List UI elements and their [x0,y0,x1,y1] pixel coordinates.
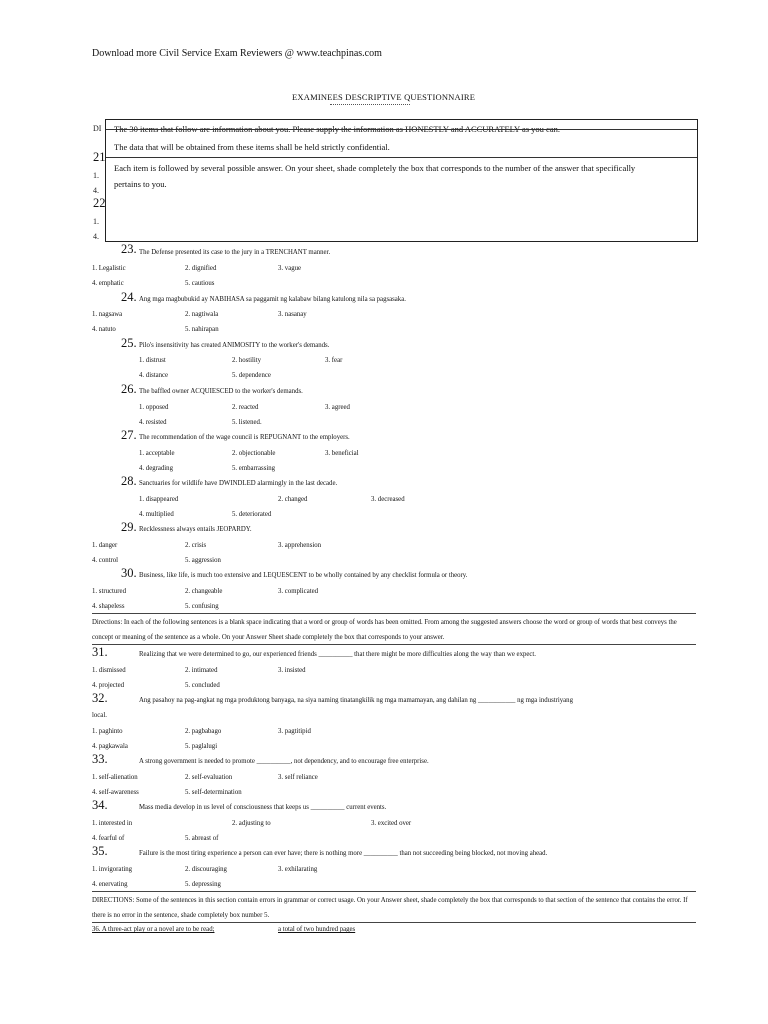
option: 1. structured [92,588,126,595]
option: 4. pagkawala [92,743,128,750]
option: 5. embarrassing [232,465,276,472]
question-text: Business, like life, is much too extensive and LEQUESCENT to be wholly contained by any checklist formula or theory. [139,572,468,579]
option: 2. reacted [232,404,259,411]
ghost-text: 1. [93,217,99,226]
option: 2. adjusting to [232,820,271,827]
question-text: The baffled owner ACQUIESCED to the worker's demands. [139,388,303,395]
strike-line [106,157,697,158]
question-number: 24. [121,290,137,304]
directions-text: DIRECTIONS: Some of the sentences in this section contain errors in grammar or correct usage. On your Answer sheet, shade completely the box that corresponds to that section of the sentence that contains the error. If there is no error in the sentence, shade completely box number 5. [92,897,688,919]
question-text: Realizing that we were determined to go, our experienced friends __________ that there might be more difficulties along the way than we expect. [139,651,536,658]
option: 5. nahirapan [185,326,219,333]
box-line-2: The data that will be obtained from these items shall be held strictly confidential. [114,142,390,152]
option: 4. degrading [139,465,173,472]
ghost-text: 4. [93,186,99,195]
option: 3. self reliance [278,774,318,781]
option: 5. concluded [185,682,220,689]
question-text: Ang pasahoy na pag-angkat ng mga produktong banyaga, na siya naming tinatangkilik ng mga mamamayan, ang dahilan ng ___________ ng mga industriyang [139,697,573,704]
option: 4. fearful of [92,835,125,842]
option: 1. self-alienation [92,774,138,781]
question-number: 33. [92,752,108,766]
option: 5. deteriorated [232,511,272,518]
option: 5. abreast of [185,835,219,842]
question-text: Sanctuaries for wildlife have DWINDLED alarmingly in the last decade. [139,480,338,487]
option: 3. beneficial [325,450,359,457]
option: 1. disappeared [139,496,179,503]
question-text: 36. A three-act play or a novel are to be read; [92,926,215,933]
page-header: Download more Civil Service Exam Reviewers @ www.teachpinas.com [92,48,382,59]
question-text: a total of two hundred pages [278,926,356,933]
section-rule [92,922,696,923]
option: 2. discouraging [185,866,227,873]
option: 5. confusing [185,603,219,610]
question-text: The recommendation of the wage council is REPUGNANT to the employers. [139,434,350,441]
option: 1. dismissed [92,667,126,674]
option: 3. nasanay [278,311,307,318]
option: 1. interested in [92,820,133,827]
option: 3. fear [325,357,343,364]
option: 5. aggression [185,557,221,564]
question-number: 23. [121,242,137,256]
question-text: The Defense presented its case to the jury in a TRENCHANT manner. [139,249,331,256]
option: 1. opposed [139,404,169,411]
directions-text: Directions: In each of the following sentences is a blank space indicating that a word or group of words has been omitted. From among the suggested answers choose the word or group of words that best conveys the concept or meaning of the sentence as a whole. On your Answer Sheet shade completely the box that corresponds to your answer. [92,619,677,641]
option: 5. depressing [185,881,221,888]
option: 3. apprehension [278,542,322,549]
box-line-3: Each item is followed by several possible answer. On your sheet, shade completely the box that corresponds to the number of the answer that specifically [114,163,636,173]
option: 5. listened. [232,419,262,426]
question-number: 34. [92,798,108,812]
option: 5. dependence [232,372,271,379]
question-text: Ang mga magbubukid ay NABIHASA sa paggamit ng kalabaw bilang katulong nila sa pagsasaka. [139,296,406,303]
option: 4. shapeless [92,603,125,610]
section-rule [92,613,696,614]
ghost-text: 4. [93,232,99,241]
option: 5. paglalugi [185,743,218,750]
instructions-box [105,119,698,242]
option: 2. changed [278,496,308,503]
option: 3. agreed [325,404,350,411]
option: 1. Legalistic [92,265,126,272]
option: 4. control [92,557,119,564]
option: 1. danger [92,542,118,549]
option: 3. pagtitipid [278,728,311,735]
option: 1. paghinto [92,728,123,735]
section-rule [92,644,696,645]
option: 2. objectionable [232,450,276,457]
option: 5. self-determination [185,789,242,796]
option: 2. crisis [185,542,207,549]
option: 2. intimated [185,667,218,674]
option: 4. multiplied [139,511,174,518]
question-number: 31. [92,645,108,659]
strike-line [106,129,697,130]
option: 4. self-awareness [92,789,139,796]
ghost-number: 22 [93,196,106,210]
option: 2. changeable [185,588,223,595]
option: 3. complicated [278,588,319,595]
question-number: 25. [121,336,137,350]
option: 2. pagbabago [185,728,222,735]
option: 2. dignified [185,265,217,272]
option: 3. insisted [278,667,306,674]
option: 2. nagtiwala [185,311,219,318]
option: 4. enervating [92,881,128,888]
option: 2. hostility [232,357,262,364]
option: 4. emphatic [92,280,124,287]
question-text: A strong government is needed to promote __________, not dependency, and to encourage free enterprise. [139,758,429,765]
ghost-text: 1. [93,171,99,180]
document-title: EXAMINEES DESCRIPTIVE QUESTIONNAIRE [292,92,476,102]
question-text: Recklessness always entails JEOPARDY. [139,526,252,533]
option: 1. nagsawa [92,311,123,318]
option: 2. self-evaluation [185,774,233,781]
question-text: local. [92,712,107,719]
question-number: 27. [121,428,137,442]
option: 3. excited over [371,820,412,827]
option: 4. resisted [139,419,167,426]
question-number: 29. [121,520,137,534]
option: 1. acceptable [139,450,175,457]
option: 5. cautious [185,280,215,287]
title-underline [330,104,410,105]
question-text: Pilo's insensitivity has created ANIMOSITY to the worker's demands. [139,342,330,349]
section-rule [92,891,696,892]
ghost-text: DI [93,124,102,133]
question-number: 30. [121,566,137,580]
option: 3. vague [278,265,302,272]
question-text: Mass media develop in us level of consciousness that keeps us __________ current events. [139,804,387,811]
question-number: 28. [121,474,137,488]
option: 4. natuto [92,326,116,333]
box-line-1: The 30 items that follow are information about you. Please supply the information as HONESTLY and ACCURATELY as you can. [114,124,560,134]
question-number: 32. [92,691,108,705]
option: 3. decreased [371,496,405,503]
option: 4. distance [139,372,169,379]
ghost-number: 21 [93,150,106,164]
option: 4. projected [92,682,125,689]
option: 3. exhilarating [278,866,318,873]
question-text: Failure is the most tiring experience a person can ever have; there is nothing more __________ than not succeeding being blocked, not moving ahead. [139,850,548,857]
option: 1. invigorating [92,866,133,873]
question-number: 26. [121,382,137,396]
option: 1. distrust [139,357,166,364]
box-line-4: pertains to you. [114,179,167,189]
question-number: 35. [92,844,108,858]
